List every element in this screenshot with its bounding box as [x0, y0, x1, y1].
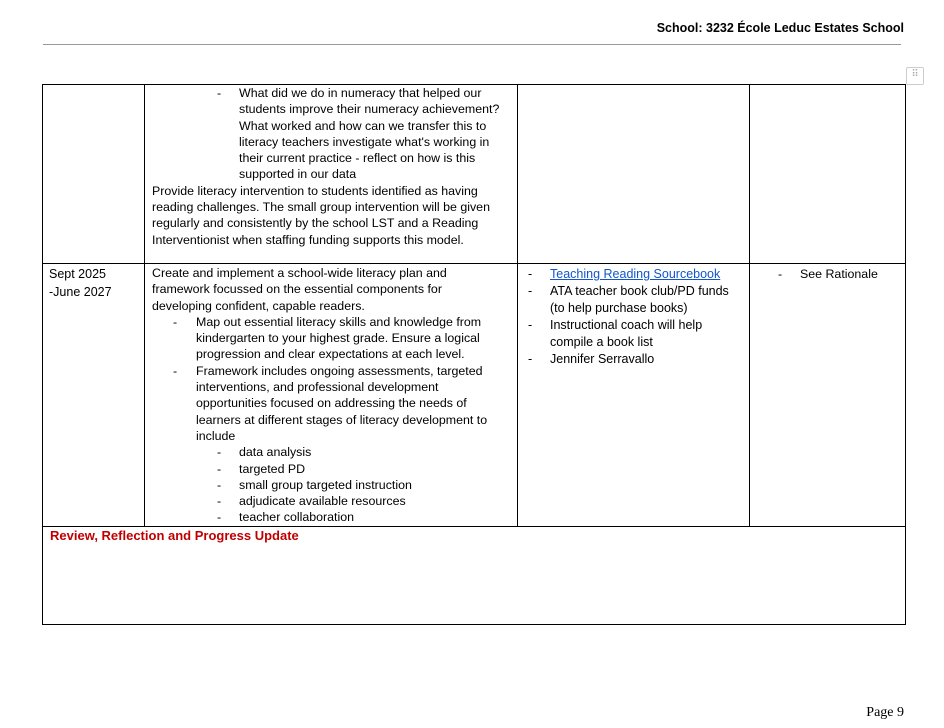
- framework-list: [145, 314, 517, 444]
- list-item: - targeted PD: [145, 461, 517, 477]
- list-item: - ATA teacher book club/PD funds (to help purchase books): [524, 283, 733, 317]
- date-cell: [43, 264, 145, 527]
- rationale-cell: [750, 264, 906, 527]
- header-rule: [43, 44, 901, 45]
- school-header: School: 3232 École Leduc Estates School: [656, 21, 904, 35]
- intervention-paragraph: Provide literacy intervention to students identified as having reading challenges. The small group intervention will be given regularly and consistently by the school LST and a Reading Interventionist when staffing funding supports this model.: [152, 183, 490, 247]
- resources-cell: [518, 264, 750, 527]
- plan-table: [42, 84, 906, 625]
- strategy-cell: [145, 264, 518, 527]
- review-row: [43, 526, 906, 624]
- list-item: - Map out essential literacy skills and knowledge from kindergarten to your highest grade. Ensure a logical progression and clear expectations at each level.: [145, 314, 507, 363]
- rationale-item: [750, 264, 905, 282]
- review-title: Review, Reflection and Progress Update: [50, 527, 299, 543]
- rationale-cell: [750, 85, 906, 264]
- table-row: [43, 85, 906, 264]
- teaching-reading-sourcebook-link[interactable]: Teaching Reading Sourcebook: [550, 267, 721, 281]
- resources-cell: [518, 85, 750, 264]
- table-row: [43, 264, 906, 527]
- literacy-plan-intro: Create and implement a school-wide literacy plan and framework focussed on the essential components for developing confident, capable readers.: [152, 266, 447, 313]
- page-number: Page 9: [866, 705, 904, 720]
- list-item: - Instructional coach will help compile a book list: [524, 317, 733, 351]
- list-item: - data analysis: [145, 444, 517, 460]
- list-item: - small group targeted instruction: [145, 477, 517, 493]
- list-item: - Jennifer Serravallo: [524, 351, 733, 368]
- list-item: - What did we do in numeracy that helped our students improve their numeracy achievement? What worked and how can we transfer this to literacy teachers investigate what's working in their current practice - reflect on how is this supported in our data: [145, 85, 511, 183]
- strategy-cell: [145, 85, 518, 264]
- list-item: [524, 266, 733, 283]
- numeracy-bullet-list: [145, 85, 517, 183]
- date-end: -June 2027: [49, 284, 112, 299]
- date-start: Sept 2025: [49, 267, 106, 281]
- date-cell: [43, 85, 145, 264]
- review-cell: [43, 526, 906, 624]
- list-item: - Framework includes ongoing assessments, targeted interventions, and professional development opportunities focused on addressing the needs of learners at different stages of literacy development to include: [145, 363, 507, 444]
- framework-sublist: [145, 444, 517, 525]
- resources-list: [524, 266, 743, 368]
- rationale-text: See Rationale: [800, 267, 878, 281]
- list-item: - adjudicate available resources: [145, 493, 517, 509]
- list-item: - teacher collaboration: [145, 509, 517, 525]
- drag-handle-icon[interactable]: ⠿: [906, 67, 924, 85]
